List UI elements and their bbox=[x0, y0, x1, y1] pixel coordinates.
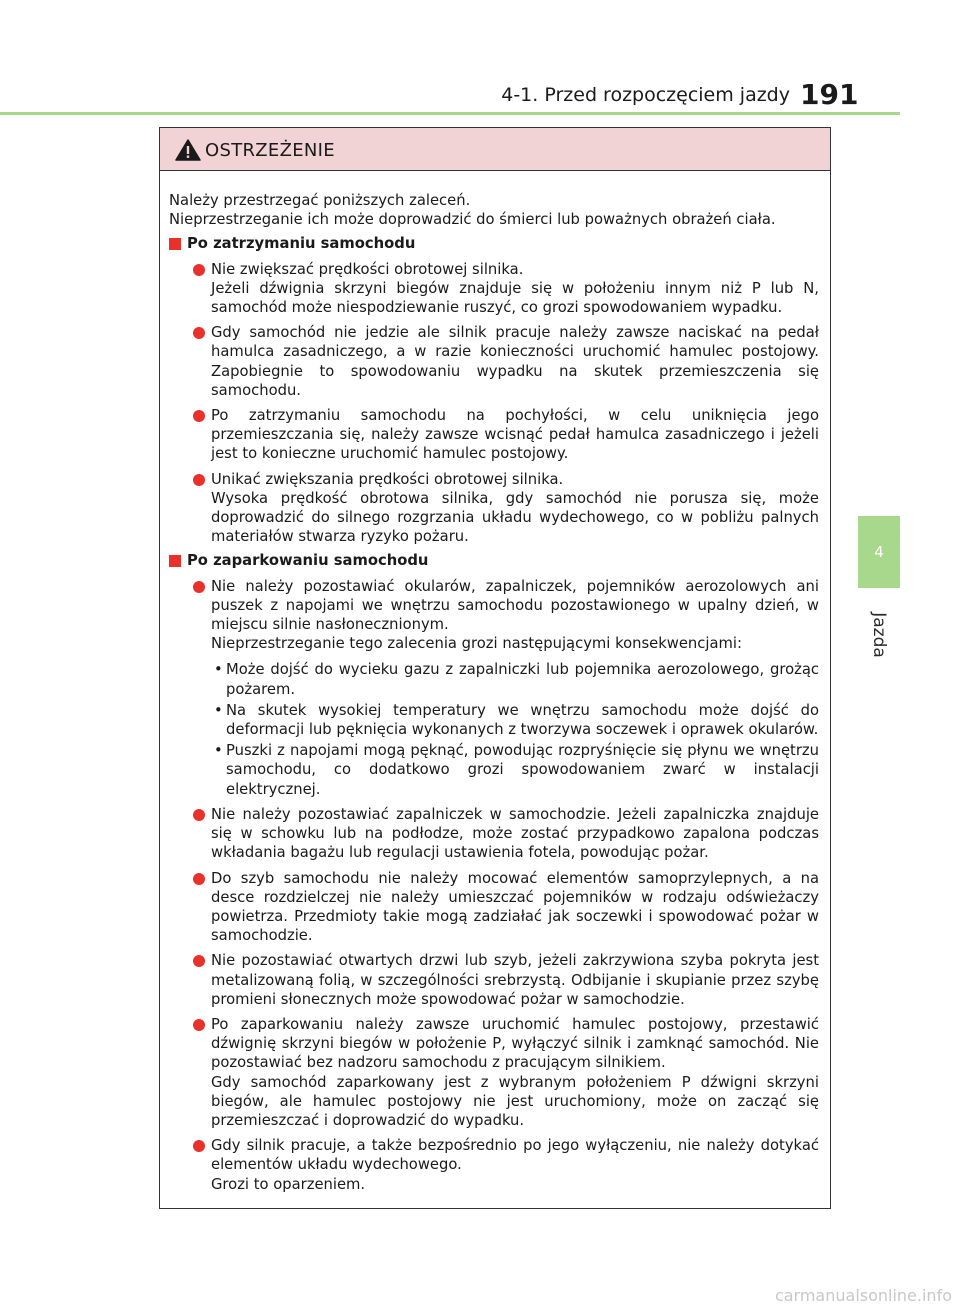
item-paragraph: Jeżeli dźwignia skrzyni biegów znajduje się w położeniu innym niż P lub N, samochód może niespodziewanie ruszyć, co grozi spowodowaniem wypadku. bbox=[211, 279, 819, 317]
warning-item bbox=[169, 805, 819, 863]
item-paragraph: Nie pozostawiać otwartych drzwi lub szyb, jeżeli zakrzywiona szyba pokryta jest metalizowaną folią, w szczególności srebrzystą. Odbijanie i skupianie przez szybę promieni słonecznych może spowodować pożar w samochodzie. bbox=[211, 952, 819, 1008]
chapter-number: 4 bbox=[874, 543, 884, 561]
intro-line: Należy przestrzegać poniższych zaleceń. bbox=[169, 192, 471, 209]
warning-item bbox=[169, 406, 819, 464]
chapter-tab bbox=[858, 516, 900, 588]
item-paragraph: Do szyb samochodu nie należy mocować elementów samoprzylepnych, a na desce rozdzielczej nie należy umieszczać pojemników w rodzaju odświeżaczy powietrza. Przedmioty takie mogą zadziałać jak soczewki i spowodować pożar w samochodzie. bbox=[211, 869, 819, 945]
sub-list-item bbox=[211, 701, 819, 739]
warning-box bbox=[159, 127, 831, 1209]
warning-item bbox=[169, 323, 819, 400]
warning-item bbox=[169, 1015, 819, 1130]
warning-item bbox=[169, 470, 819, 547]
item-paragraph: Unikać zwiększania prędkości obrotowej silnika. bbox=[211, 470, 564, 488]
warning-header bbox=[160, 128, 830, 171]
section-heading-text: Po zaparkowaniu samochodu bbox=[187, 552, 429, 570]
sub-list bbox=[211, 660, 819, 798]
square-bullet-icon bbox=[169, 555, 181, 567]
dot-bullet-icon: • bbox=[214, 742, 223, 760]
circle-bullet-icon bbox=[193, 264, 205, 276]
circle-bullet-icon bbox=[193, 1019, 205, 1031]
item-paragraph: Po zaparkowaniu należy zawsze uruchomić hamulec postojowy, przestawić dźwignię skrzyni biegów w położenie P, wyłączyć silnik i zamknąć samochód. Nie pozostawiać bez nadzoru samochodu z pracującym silnikiem. bbox=[211, 1015, 819, 1072]
warning-item bbox=[169, 260, 819, 318]
watermark: carmanualsonline.info bbox=[774, 1286, 952, 1305]
square-bullet-icon bbox=[169, 238, 181, 250]
section-heading-text: Po zatrzymaniu samochodu bbox=[187, 235, 416, 253]
intro-line: Nieprzestrzeganie ich może doprowadzić do śmierci lub poważnych obrażeń ciała. bbox=[169, 211, 776, 229]
item-paragraph: Nieprzestrzeganie tego zalecenia grozi następującymi konsekwencjami: bbox=[211, 635, 742, 653]
item-paragraph: Gdy samochód zaparkowany jest z wybranym położeniem P dźwigni skrzyni biegów, ale hamulec postojowy nie jest uruchomiony, może on zacząć się przemieszczać i doprowadzić do wypadku. bbox=[211, 1073, 819, 1129]
header-rule bbox=[0, 112, 900, 115]
circle-bullet-icon bbox=[193, 1140, 205, 1152]
circle-bullet-icon bbox=[193, 327, 205, 339]
sub-list-text: Na skutek wysokiej temperatury we wnętrzu samochodu może dojść do deformacji lub pęknięcia wykonanych z tworzywa soczewek i oprawek okularów. bbox=[226, 701, 819, 739]
circle-bullet-icon bbox=[193, 474, 205, 486]
warning-item bbox=[169, 577, 819, 799]
item-paragraph: Nie należy pozostawiać okularów, zapalniczek, pojemników aerozolowych ani puszek z napojami we wnętrzu samochodu pozostawionego w upalny dzień, w miejscu silnie nasłonecznionym. bbox=[211, 577, 819, 634]
dot-bullet-icon: • bbox=[214, 661, 223, 679]
sub-list-text: Może dojść do wycieku gazu z zapalniczki lub pojemnika aerozolowego, grożąc pożarem. bbox=[226, 661, 819, 698]
item-paragraph: Nie zwiększać prędkości obrotowej silnika. bbox=[211, 260, 524, 278]
circle-bullet-icon bbox=[193, 809, 205, 821]
sub-list-text: Puszki z napojami mogą pęknąć, powodując rozpryśnięcie się płynu we wnętrzu samochodu, co dodatkowo grozi spowodowaniem zwarć w instalacji elektrycznej. bbox=[226, 742, 819, 798]
item-paragraph: Gdy silnik pracuje, a także bezpośrednio po jego wyłączeniu, nie należy dotykać elementów układu wydechowego. bbox=[211, 1137, 819, 1174]
sub-list-item bbox=[211, 741, 819, 799]
warning-title: OSTRZEŻENIE bbox=[205, 140, 335, 161]
warning-section bbox=[169, 551, 819, 1193]
warning-triangle-icon bbox=[175, 139, 201, 161]
circle-bullet-icon bbox=[193, 581, 205, 593]
item-paragraph: Grozi to oparzeniem. bbox=[211, 1175, 366, 1193]
warning-body bbox=[160, 171, 830, 1194]
dot-bullet-icon: • bbox=[214, 701, 223, 719]
warning-item bbox=[169, 1136, 819, 1194]
section-heading bbox=[169, 234, 819, 253]
page-number: 191 bbox=[800, 78, 859, 111]
warning-section bbox=[169, 234, 819, 546]
item-paragraph: Wysoka prędkość obrotowa silnika, gdy samochód nie porusza się, może doprowadzić do silnego rozgrzania układu wydechowego, co w pobliżu palnych materiałów stwarza ryzyko pożaru. bbox=[211, 489, 819, 546]
circle-bullet-icon bbox=[193, 955, 205, 967]
sub-list-item bbox=[211, 660, 819, 698]
warning-item bbox=[169, 951, 819, 1009]
warning-item bbox=[169, 869, 819, 946]
chapter-label-text: Jazda bbox=[869, 612, 889, 658]
item-paragraph: Nie należy pozostawiać zapalniczek w samochodzie. Jeżeli zapalniczka znajduje się w schowku lub na podłodze, może zostać przypadkowo zapalona podczas wkładania bagażu lub regulacji ustawienia fotela, powodując pożar. bbox=[211, 805, 819, 862]
item-paragraph: Po zatrzymaniu samochodu na pochyłości, w celu uniknięcia jego przemieszczania się, należy zawsze wcisnąć pedał hamulca zasadniczego i jeżeli jest to konieczne uruchomić hamulec postojowy. bbox=[211, 407, 819, 463]
section-heading bbox=[169, 551, 819, 570]
circle-bullet-icon bbox=[193, 873, 205, 885]
circle-bullet-icon bbox=[193, 410, 205, 422]
section-title: 4-1. Przed rozpoczęciem jazdy bbox=[501, 84, 790, 106]
chapter-label bbox=[857, 600, 901, 670]
item-paragraph: Gdy samochód nie jedzie ale silnik pracuje należy zawsze naciskać na pedał hamulca zasadniczego, a w razie konieczności uruchomić hamulec postojowy. Zapobiegnie to spowodowaniu wypadku na skutek przemieszczenia się samochodu. bbox=[211, 324, 819, 399]
warning-intro bbox=[169, 191, 819, 229]
